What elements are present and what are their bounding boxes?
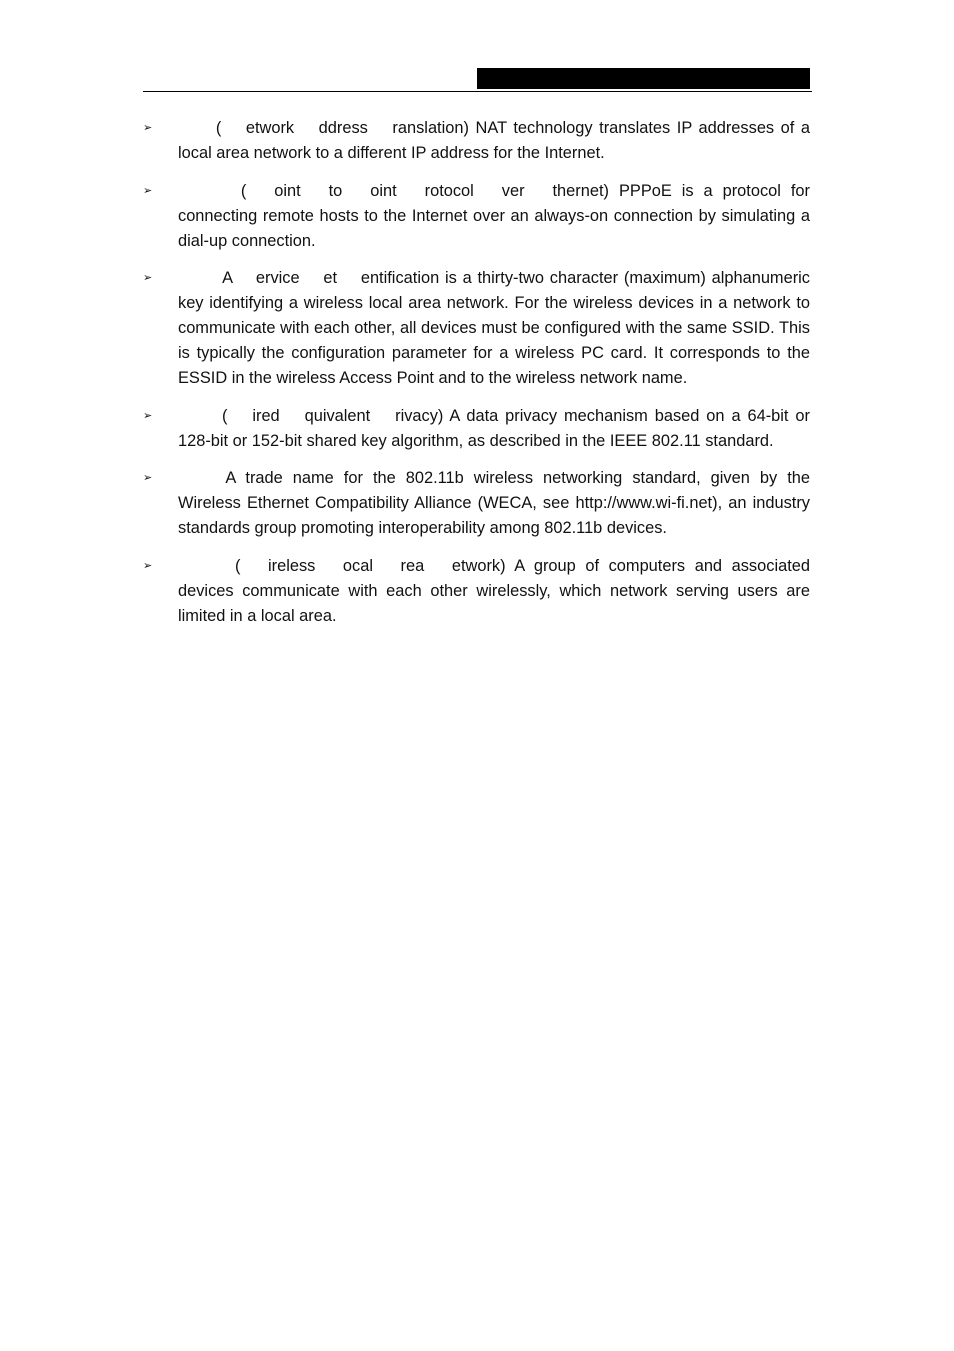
- glossary-entry-pppoe: [143, 179, 810, 254]
- glossary-term: SSID: [178, 269, 217, 287]
- bullet-arrow-icon: ➢: [143, 272, 153, 284]
- glossary-list: [143, 116, 810, 641]
- bullet-arrow-icon: ➢: [143, 472, 153, 484]
- glossary-expansion: ( etwork ddress ranslation): [215, 119, 469, 137]
- glossary-term: NAT: [178, 119, 210, 137]
- glossary-expansion: ( oint to oint rotocol ver thernet): [240, 181, 609, 200]
- glossary-expansion: ( ired quivalent rivacy): [221, 406, 444, 425]
- glossary-definition: A group of computers and associated devices communicate with each other wirelessly, which network serving users are limited in a local area.: [178, 556, 810, 625]
- glossary-definition: A data privacy mechanism based on a 64-bit or 128-bit or 152-bit shared key algorithm, as described in the IEEE 802.11 standard.: [178, 406, 810, 450]
- header-rule: [143, 91, 812, 92]
- bullet-arrow-icon: ➢: [143, 409, 153, 422]
- glossary-term: WEP: [178, 406, 216, 425]
- bullet-arrow-icon: ➢: [143, 122, 153, 134]
- glossary-term: PPPoE: [178, 181, 231, 200]
- glossary-entry-wlan: [143, 554, 810, 629]
- glossary-entry-wifi: [143, 466, 810, 541]
- glossary-expansion: ( ireless ocal rea etwork): [234, 556, 506, 575]
- glossary-entry-wep: [143, 404, 810, 454]
- glossary-term: WLAN: [178, 556, 226, 575]
- glossary-definition: A trade name for the 802.11b wireless networking standard, given by the Wireless Ethernet Compatibility Alliance (WECA, see http://www.wi-fi.net), an industry standards group promoting interoperability among 802.11b devices.: [178, 469, 810, 537]
- glossary-definition: NAT technology translates IP addresses of a local area network to a different IP address for the Internet.: [178, 119, 811, 162]
- bullet-arrow-icon: ➢: [143, 559, 153, 572]
- glossary-definition: is a thirty-two character (maximum) alphanumeric key identifying a wireless local area network. For the wireless devices in a network to communicate with each other, all devices must be configured with the same SSID. This is typically the configuration parameter for a wireless PC card. It corresponds to the ESSID in the wireless Access Point and to the wireless network name.: [178, 269, 810, 387]
- header-bar: [477, 68, 810, 89]
- glossary-entry-nat: [143, 116, 810, 166]
- glossary-definition: PPPoE is a protocol for connecting remote hosts to the Internet over an always-on connection by simulating a dial-up connection.: [178, 181, 811, 250]
- glossary-expansion: A ervice et entification: [222, 269, 440, 287]
- bullet-arrow-icon: ➢: [143, 184, 153, 197]
- glossary-entry-ssid: [143, 266, 810, 391]
- glossary-term: Wi-Fi: [178, 469, 217, 487]
